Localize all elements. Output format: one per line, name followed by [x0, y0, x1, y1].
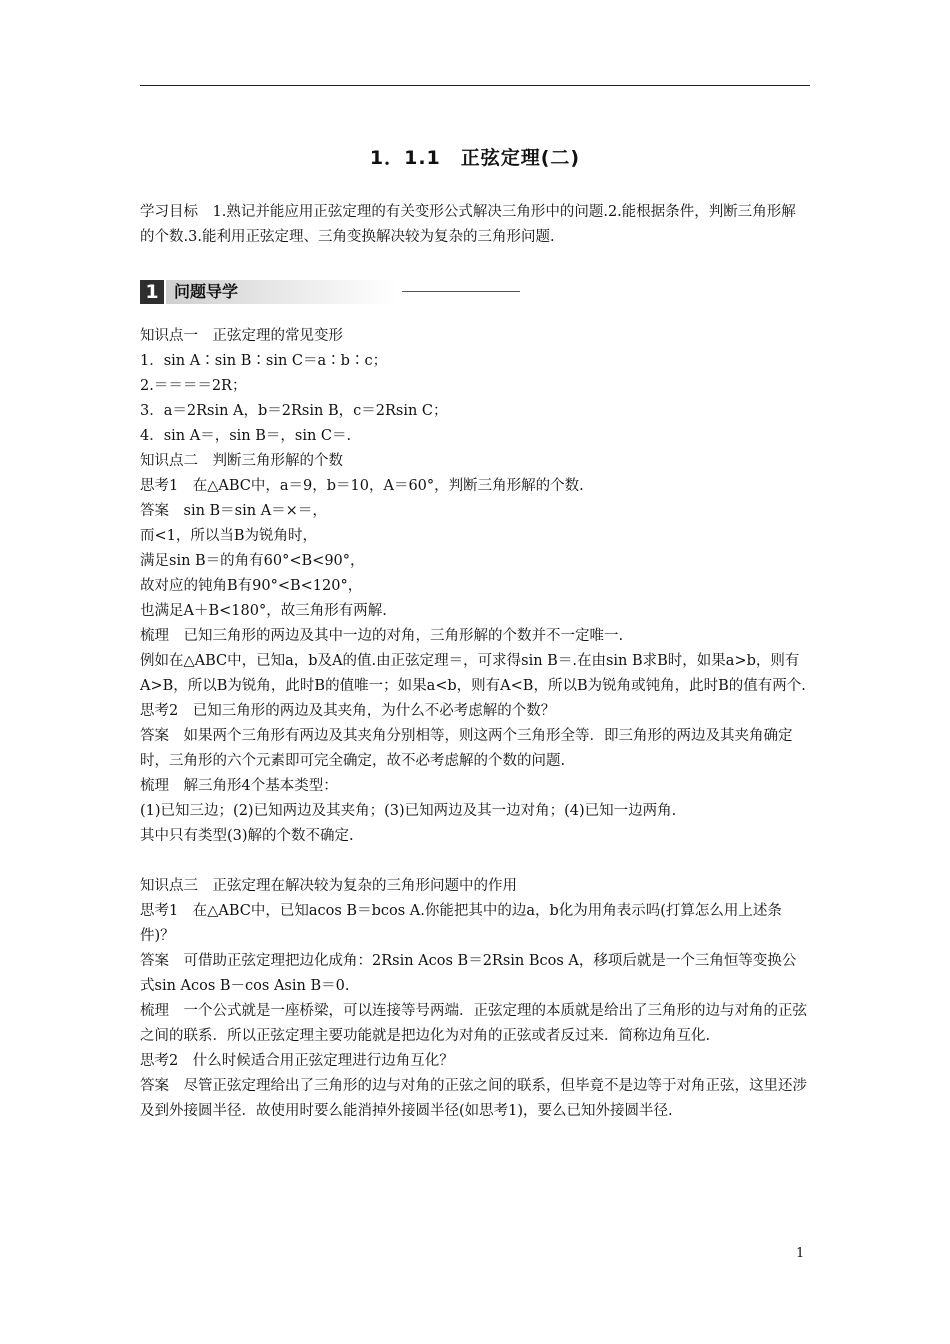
- paragraph: 知识点三 正弦定理在解决较为复杂的三角形问题中的作用: [140, 878, 517, 894]
- paragraph: 而<1，所以当B为锐角时，: [140, 528, 318, 544]
- paragraph: 知识点二 判断三角形解的个数: [140, 453, 343, 469]
- paragraph: 梳理 已知三角形的两边及其中一边的对角，三角形解的个数并不一定唯一.: [140, 628, 624, 644]
- section-number-badge: 1: [140, 280, 164, 304]
- paragraph: 思考2 什么时候适合用正弦定理进行边角互化？: [140, 1053, 454, 1069]
- learning-objectives: 学习目标 1.熟记并能应用正弦定理的有关变形公式解决三角形中的问题.2.能根据条件，判断三角形解的个数.3.能利用正弦定理、三角变换解决较为复杂的三角形问题.: [140, 204, 796, 245]
- paragraph: 梳理 解三角形4个基本类型：: [140, 778, 338, 794]
- paragraph: 1．sin A∶sin B∶sin C＝a∶b∶c；: [140, 353, 388, 369]
- paragraph: 2.＝＝＝＝2R；: [140, 378, 247, 394]
- paragraph: 满足sin B＝的角有60°<B<90°，: [140, 553, 365, 569]
- paragraph: 其中只有类型(3)解的个数不确定.: [140, 828, 354, 844]
- paragraph: 例如在△ABC中，已知a，b及A的值.由正弦定理＝，可求得sin B＝.在由sin B求B时，如果a>b，则有A>B，所以B为锐角，此时B的值唯一；如果a<b，则有A<B，所以B为锐角或钝角，此时B的值有两个.: [140, 653, 806, 694]
- paragraph: 思考2 已知三角形的两边及其夹角，为什么不必考虑解的个数？: [140, 703, 556, 719]
- paragraph: (1)已知三边；(2)已知两边及其夹角；(3)已知两边及其一边对角；(4)已知一边两角.: [140, 803, 677, 819]
- section-title: 问题导学: [166, 280, 398, 304]
- page-title: 1．1.1 正弦定理(二): [369, 147, 581, 169]
- paragraph: 3．a＝2Rsin A，b＝2Rsin B，c＝2Rsin C；: [140, 403, 448, 419]
- page-number: 1: [796, 1246, 805, 1261]
- paragraph: 思考1 在△ABC中，a＝9，b＝10，A＝60°，判断三角形解的个数.: [140, 478, 584, 494]
- paragraph: 4．sin A＝，sin B＝，sin C＝.: [140, 428, 352, 444]
- section-rule: [402, 291, 520, 292]
- paragraph: 答案 如果两个三角形有两边及其夹角分别相等，则这两个三角形全等．即三角形的两边及其夹角确定时，三角形的六个元素即可完全确定，故不必考虑解的个数的问题.: [140, 728, 793, 769]
- paragraph: 答案 尽管正弦定理给出了三角形的边与对角的正弦之间的联系，但毕竟不是边等于对角正弦，这里还涉及到外接圆半径．故使用时要么能消掉外接圆半径(如思考1)，要么已知外接圆半径.: [140, 1078, 807, 1119]
- paragraph: 也满足A＋B<180°，故三角形有两解.: [140, 603, 387, 619]
- paragraph: 答案 可借助正弦定理把边化成角：2Rsin Acos B＝2Rsin Bcos A，移项后就是一个三角恒等变换公式sin Acos B－cos Asin B＝0.: [140, 953, 797, 994]
- main-content: [140, 324, 810, 1124]
- paragraph: 思考1 在△ABC中，已知acos B＝bcos A.你能把其中的边a，b化为用角表示吗(打算怎么用上述条件)？: [140, 903, 782, 944]
- header-rule: [140, 85, 810, 86]
- paragraph: 知识点一 正弦定理的常见变形: [140, 328, 343, 344]
- paragraph: 故对应的钝角B有90°<B<120°，: [140, 578, 363, 594]
- paragraph: 梳理 一个公式就是一座桥梁，可以连接等号两端．正弦定理的本质就是给出了三角形的边与对角的正弦之间的联系．所以正弦定理主要功能就是把边化为对角的正弦或者反过来．简称边角互化.: [140, 1003, 807, 1044]
- paragraph: 答案 sin B＝sin A＝×＝，: [140, 503, 327, 519]
- section-header: [140, 280, 520, 304]
